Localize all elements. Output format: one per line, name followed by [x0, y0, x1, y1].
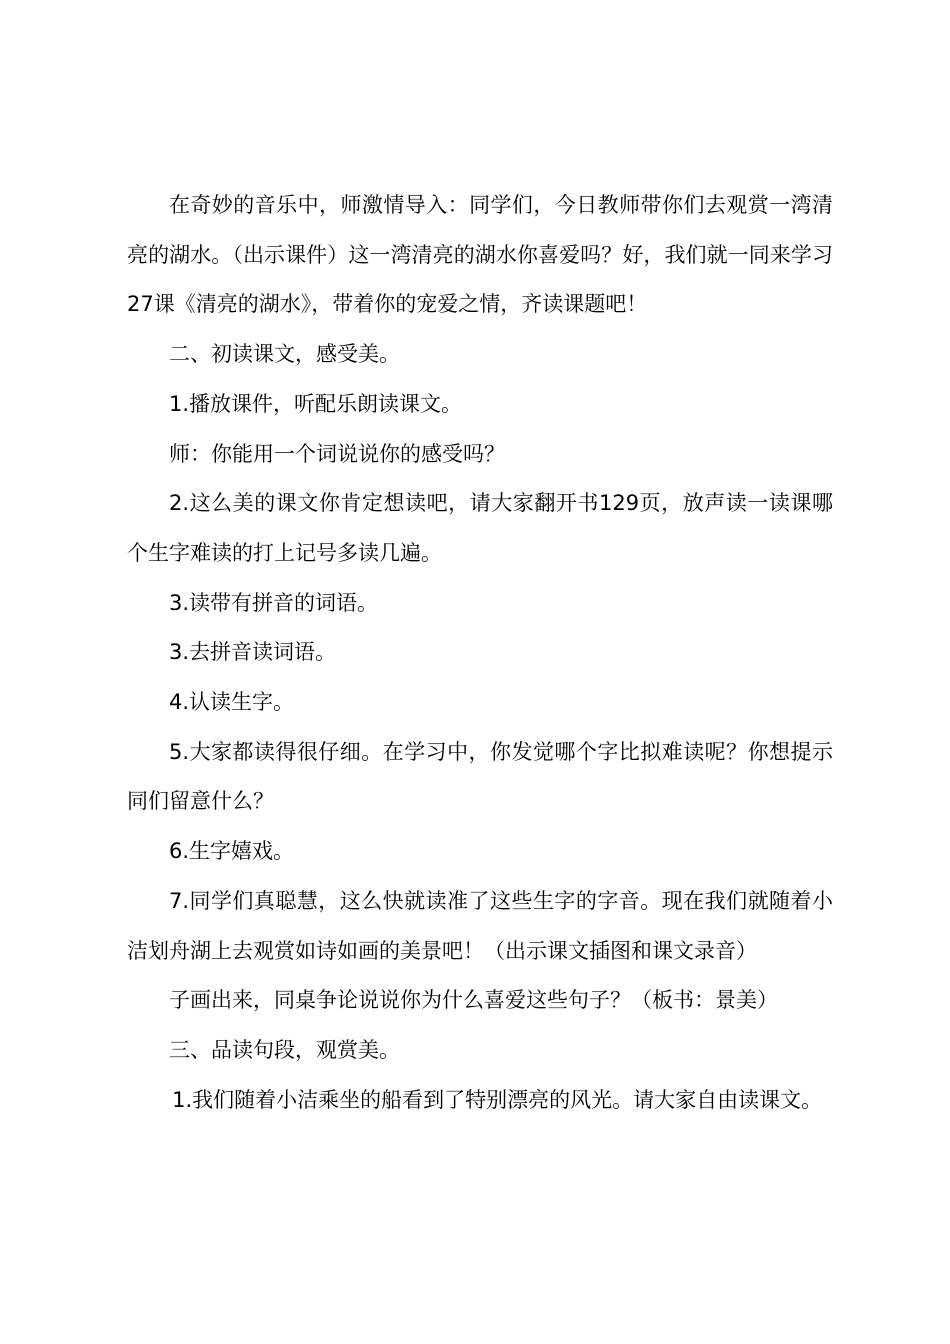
paragraph-step-3b: 3.去拼音读词语。 [169, 640, 337, 665]
section-heading-first-reading: 二、初读课文，感受美。 [169, 342, 400, 367]
paragraph-step-2: 2.这么美的课文你肯定想读吧，请大家翻开书129页，放声读一读课哪个生字难读的打上记号多读几遍。 [127, 491, 833, 565]
paragraph-step-5: 5.大家都读得很仔细。在学习中，你发觉哪个字比拟难读呢？你想提示同们留意什么？ [127, 739, 833, 814]
paragraph-discussion: 子画出来，同桌争论说说你为什么喜爱这些句子？（板书：景美） [169, 988, 778, 1013]
paragraph-teacher-question: 师：你能用一个词说说你的感受吗？ [169, 441, 505, 466]
paragraph-intro: 在奇妙的音乐中，师激情导入：同学们，今日教师带你们去观赏一湾清亮的湖水。（出示课件）这一湾清亮的湖水你喜爱吗？好，我们就一同来学习27课《清亮的湖水》，带着你的宠爱之情，齐读课题吧！ [127, 193, 833, 317]
paragraph-step-1: 1.播放课件，听配乐朗读课文。 [169, 391, 463, 416]
section-heading-appreciation: 三、品读句段，观赏美。 [169, 1037, 400, 1062]
paragraph-step-7: 7.同学们真聪慧，这么快就读准了这些生字的字音。现在我们就随着小洁划舟湖上去观赏如诗如画的美景吧！（出示课文插图和课文录音） [127, 888, 833, 963]
paragraph-appreciation-step-1: 1.我们随着小洁乘坐的船看到了特别漂亮的风光。请大家自由读课文。 [172, 1087, 823, 1112]
document-body [127, 181, 833, 1125]
paragraph-step-3a: 3.读带有拼音的词语。 [169, 590, 379, 615]
paragraph-step-6: 6.生字嬉戏。 [169, 839, 295, 864]
paragraph-step-4: 4.认读生字。 [169, 690, 295, 715]
